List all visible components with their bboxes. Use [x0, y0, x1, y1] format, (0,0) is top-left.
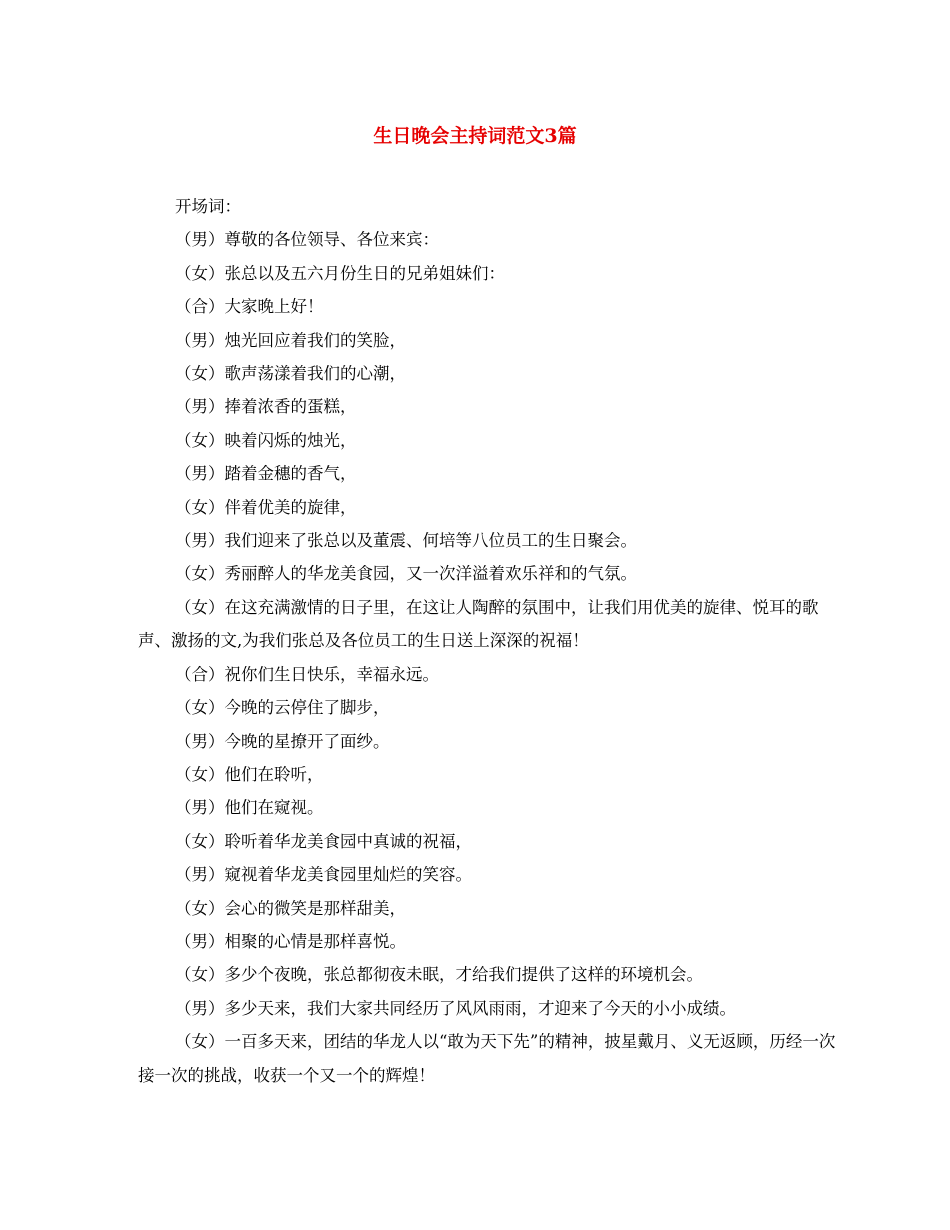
paragraph: （女）今晚的云停住了脚步， [175, 698, 390, 718]
paragraph: （女）会心的微笑是那样甜美， [175, 898, 406, 918]
paragraph: （男）尊敬的各位领导、各位来宾： [175, 230, 439, 250]
paragraph: （男）今晚的星撩开了面纱。 [175, 731, 390, 751]
paragraph: （女）伴着优美的旋律， [175, 497, 357, 517]
paragraph: （合）大家晚上好！ [175, 297, 324, 317]
paragraph: （女）多少个夜晚，张总都彻夜未眠，才给我们提供了这样的环境机会。 [175, 965, 703, 985]
paragraph: （女）歌声荡漾着我们的心潮， [175, 364, 406, 384]
paragraph: （女）一百多天来，团结的华龙人以“敢为天下先”的精神，披星戴月、义无返顾，历经一次接一次的挑战，收获一个又一个的辉煌！ [138, 1032, 836, 1085]
paragraph: （合）祝你们生日快乐，幸福永远。 [175, 664, 439, 684]
paragraph: （女）他们在聆听， [175, 764, 324, 784]
document-body [138, 190, 838, 1092]
paragraph: （女）张总以及五六月份生日的兄弟姐妹们： [175, 263, 505, 283]
paragraph: （男）他们在窥视。 [175, 798, 324, 818]
paragraph: （男）相聚的心情是那样喜悦。 [175, 931, 406, 951]
document-title: 生日晚会主持词范文3篇 [373, 125, 577, 147]
paragraph: （男）捧着浓香的蛋糕， [175, 397, 357, 417]
paragraph: （女）秀丽醉人的华龙美食园，又一次洋溢着欢乐祥和的气氛。 [175, 564, 637, 584]
paragraph: （女）映着闪烁的烛光， [175, 430, 357, 450]
paragraph: （男）踏着金穗的香气， [175, 464, 357, 484]
paragraph: （男）烛光回应着我们的笑脸， [175, 330, 406, 350]
paragraph: （男）窥视着华龙美食园里灿烂的笑容。 [175, 865, 472, 885]
paragraph: （女）聆听着华龙美食园中真诚的祝福， [175, 831, 472, 851]
paragraph: （女）在这充满激情的日子里，在这让人陶醉的氛围中，让我们用优美的旋律、悦耳的歌声、激扬的文,为我们张总及各位员工的生日送上深深的祝福！ [138, 597, 819, 651]
paragraph: （男）多少天来，我们大家共同经历了风风雨雨，才迎来了今天的小小成绩。 [175, 998, 736, 1018]
paragraph-opening-heading: 开场词： [175, 197, 241, 216]
paragraph: （男）我们迎来了张总以及董震、何培等八位员工的生日聚会。 [175, 531, 637, 551]
